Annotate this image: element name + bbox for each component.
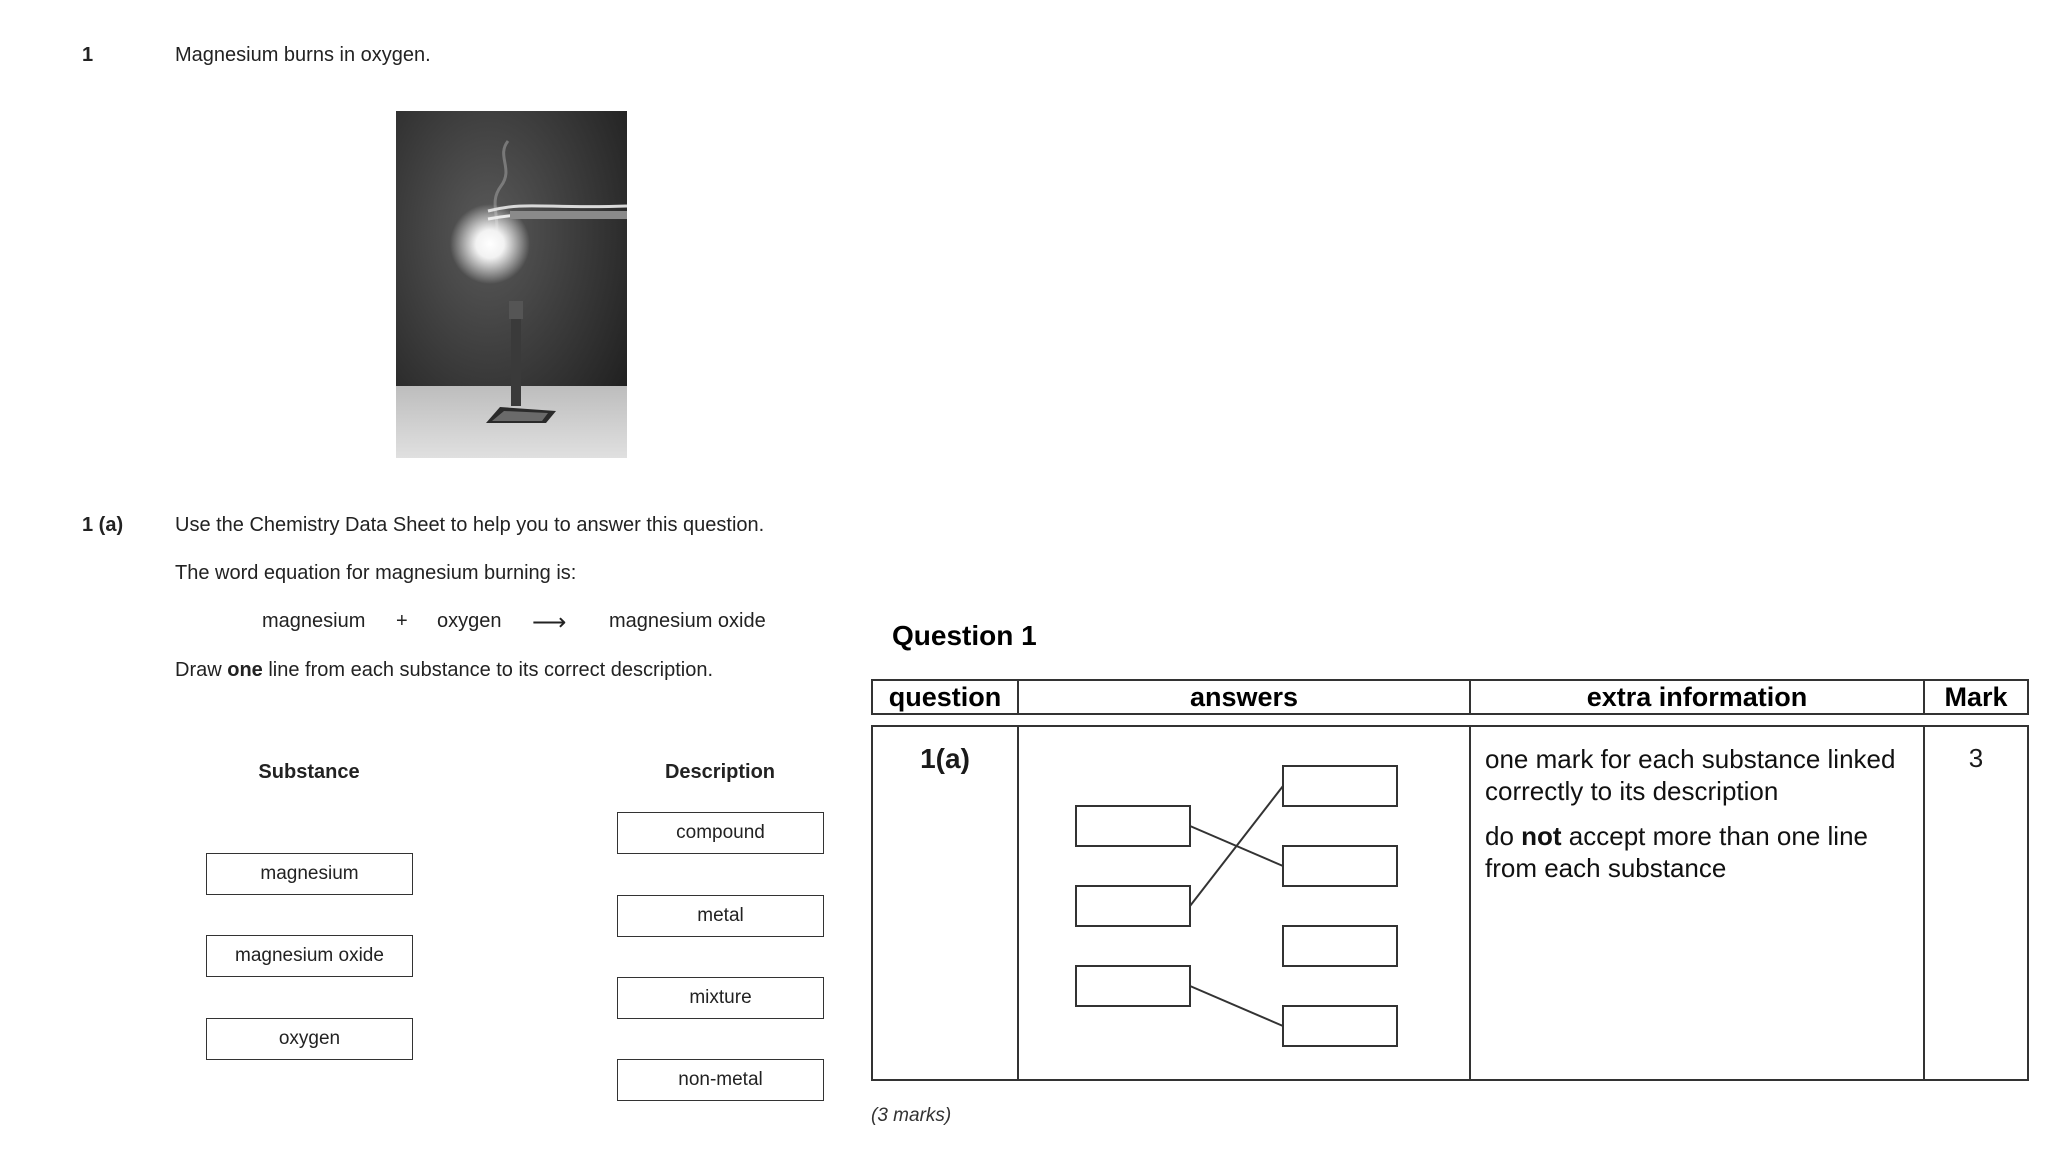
answer-left-box-1 [1076,806,1190,846]
cell-question [872,726,1018,1080]
word-equation [0,610,900,636]
cell-extra-information [1470,726,1924,1080]
extra-info-1: one mark for each substance linked correctly to its description [1485,744,1896,806]
cell-answers [1018,726,1470,1080]
description-box-mixture: mixture [617,977,824,1019]
cell-mark [1924,726,2028,1080]
substance-box-magnesium-oxide: magnesium oxide [206,935,413,977]
draw-instruction-emphasis: one [227,659,263,681]
answer-left-box-2 [1076,886,1190,926]
answer-line-2 [1190,786,1283,906]
part-number: 1 (a) [82,514,124,536]
description-header: Description [664,761,776,783]
substance-box-magnesium: magnesium [206,853,413,895]
extra-info-2-prefix: do [1485,821,1522,851]
mark-scheme-table [871,679,2029,1081]
equation-plus: + [396,610,408,632]
question-intro: Magnesium burns in oxygen. [175,44,431,66]
equation-product: magnesium oxide [609,610,766,632]
equation-arrow: ⟶ [532,609,567,636]
mark-scheme-title: Question 1 [892,620,1037,651]
answer-right-box-4 [1283,1006,1397,1046]
equation-reactant-1: magnesium [262,610,366,632]
part-instruction: Use the Chemistry Data Sheet to help you to answer this question. [175,514,765,536]
draw-instruction [175,659,713,682]
answer-left-box-3 [1076,966,1190,1006]
draw-instruction-prefix: Draw [175,659,228,681]
answer-matching-diagram [1019,727,1471,1074]
mark-scheme-header-row [872,680,2028,714]
mark-scheme-row [872,726,2028,1080]
equation-intro: The word equation for magnesium burning is: [175,562,577,584]
extra-info-2-suffix: accept more than one line from each substance [1485,821,1868,883]
draw-instruction-suffix: line from each substance to its correct description. [262,659,714,681]
substance-box-oxygen: oxygen [206,1018,413,1060]
marks-available: (3 marks) [871,1105,952,1126]
header-answers: answers [1018,680,1470,714]
table-gap [872,714,2028,726]
description-box-non-metal: non-metal [617,1059,824,1101]
mark-value: 3 [1968,743,1984,773]
magnesium-burning-photo [396,111,627,458]
header-question: question [872,680,1018,714]
question-number: 1 [82,44,94,66]
answer-right-box-1 [1283,766,1397,806]
substance-header: Substance [258,761,360,783]
answer-line-3 [1190,986,1283,1026]
description-box-compound: compound [617,812,824,854]
answer-right-box-2 [1283,846,1397,886]
extra-info-2 [1485,820,1911,884]
description-box-metal: metal [617,895,824,937]
header-mark: Mark [1924,680,2028,714]
question-label: 1(a) [920,743,970,774]
equation-reactant-2: oxygen [437,610,502,632]
answer-right-box-3 [1283,926,1397,966]
header-extra-information: extra information [1470,680,1924,714]
extra-info-2-emphasis: not [1521,821,1562,851]
